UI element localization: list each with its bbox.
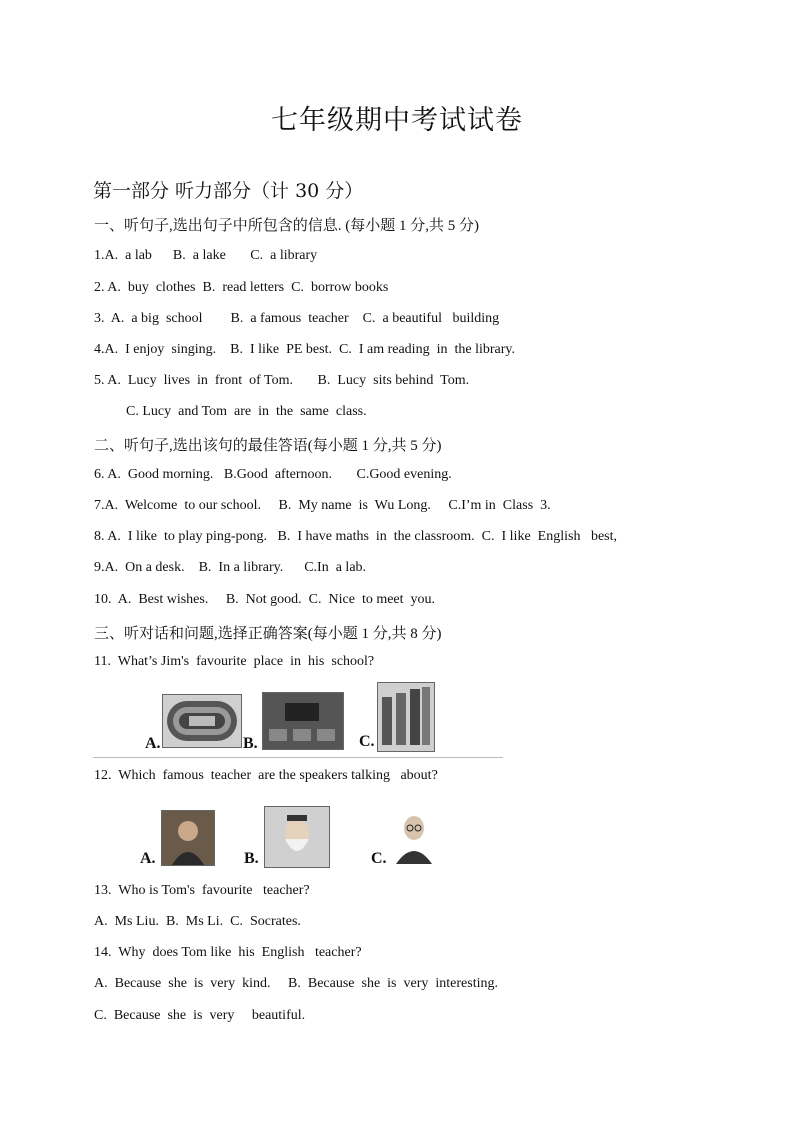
library-image [377,682,435,752]
option-c-label: C. [371,850,387,867]
section-heading-1: 一、听句子,选出句子中所包含的信息. (每小题 1 分,共 5 分) [94,218,479,234]
section-heading-3: 三、听对话和问题,选择正确答案(每小题 1 分,共 8 分) [94,626,442,642]
option-c-label: C. [359,733,375,750]
question-6: 6. A. Good morning. B.Good afternoon. C.Good evening. [94,467,452,482]
question-4: 4.A. I enjoy singing. B. I like PE best. C. I am reading in the library. [94,342,515,357]
part-heading: 第一部分 听力部分（计 30 分） [93,180,364,202]
question-14-options: A. Because she is very kind. B. Because she is very interesting. [94,976,498,991]
question-14-option-c: C. Because she is very beautiful. [94,1008,306,1023]
question-5-option-c: C. Lucy and Tom are in the same class. [126,404,367,419]
question-9: 9.A. On a desk. B. In a library. C.In a lab. [94,560,367,575]
option-b-label: B. [244,850,259,867]
question-11: 11. What’s Jim's favourite place in his school? [94,654,375,669]
page-title: 七年级期中考试试卷 [271,105,523,136]
question-14: 14. Why does Tom like his English teacher? [94,945,362,960]
question-8: 8. A. I like to play ping-pong. B. I have maths in the classroom. C. I like English best, [94,529,617,544]
question-10: 10. A. Best wishes. B. Not good. C. Nice to meet you. [94,592,436,607]
question-7: 7.A. Welcome to our school. B. My name is Wu Long. C.I’m in Class 3. [94,498,551,513]
section-heading-2: 二、听句子,选出该句的最佳答语(每小题 1 分,共 5 分) [94,438,442,454]
classroom-image [262,692,344,750]
running-track-image [162,694,242,748]
socrates-portrait-image [264,806,330,868]
question-13-options: A. Ms Liu. B. Ms Li. C. Socrates. [94,914,301,929]
question-12: 12. Which famous teacher are the speakers talking about? [94,768,438,783]
option-a-label: A. [140,850,156,867]
question-13: 13. Who is Tom's favourite teacher? [94,883,310,898]
option-a-label: A. [145,735,161,752]
divider [93,757,503,758]
option-b-label: B. [243,735,258,752]
question-3: 3. A. a big school B. a famous teacher C. a beautiful building [94,311,500,326]
modern-teacher-portrait-image [392,808,436,864]
question-1: 1.A. a lab B. a lake C. a library [94,248,318,263]
question-2: 2. A. buy clothes B. read letters C. borrow books [94,280,389,295]
confucius-portrait-image [161,810,215,866]
question-5: 5. A. Lucy lives in front of Tom. B. Lucy sits behind Tom. [94,373,470,388]
